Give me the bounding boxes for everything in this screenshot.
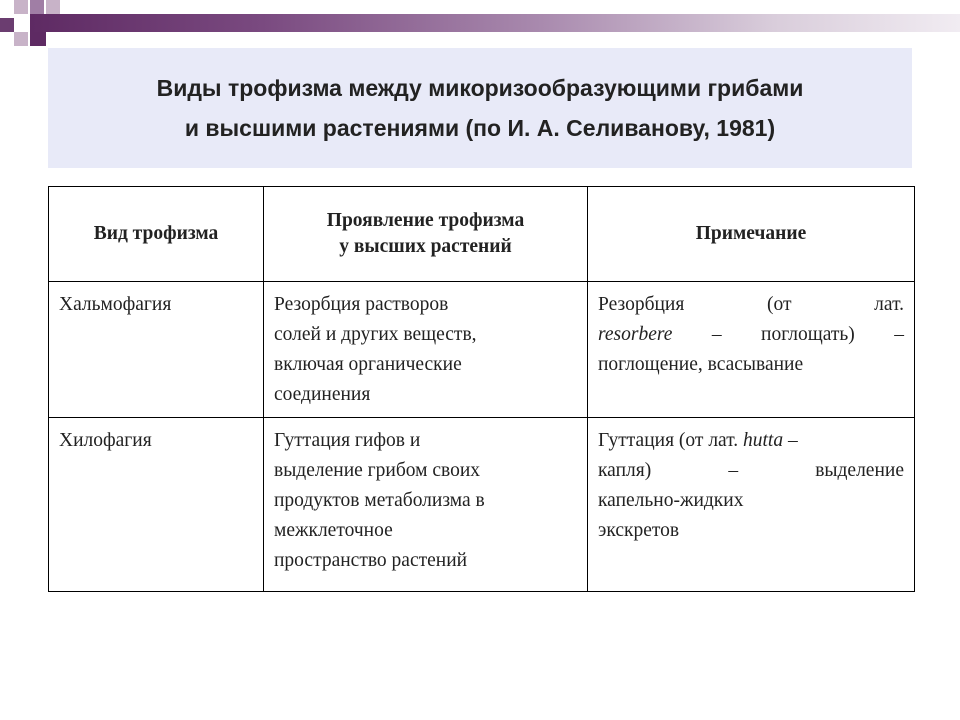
- cell-line: Резорбция растворов: [274, 294, 449, 315]
- slide-title-line1: Виды трофизма между микоризообразующими грибами: [156, 75, 804, 101]
- note-line: экскретов: [598, 520, 680, 541]
- note-line: поглощение, всасывание: [598, 354, 804, 375]
- note-text: – поглощать) –: [672, 324, 904, 345]
- cell-line: Гуттация гифов и: [274, 430, 421, 451]
- cell-line: выделение грибом своих: [274, 460, 481, 481]
- note-text: Гуттация (от лат.: [598, 430, 744, 451]
- decor-square: [30, 0, 44, 14]
- cell-line: продуктов метаболизма в: [274, 490, 485, 511]
- latin-term: resorbere: [598, 324, 673, 345]
- header-note: Примечание: [588, 187, 915, 282]
- cell-note: [588, 418, 915, 592]
- decor-square: [0, 18, 14, 32]
- cell-line: соединения: [274, 384, 371, 405]
- slide-title: [157, 68, 804, 148]
- cell-type: Хальмофагия: [49, 282, 264, 418]
- decor-top-bar: [30, 14, 960, 32]
- decor-square: [30, 32, 46, 46]
- note-line: капельно-жидких: [598, 490, 744, 511]
- table-row: [49, 282, 915, 418]
- note-line: Резорбция (от лат.: [598, 294, 904, 315]
- header-manifestation-line2: у высших растений: [339, 236, 512, 257]
- note-line: [598, 426, 904, 456]
- header-type: Вид трофизма: [49, 187, 264, 282]
- cell-manifestation: [264, 418, 588, 592]
- cell-line: пространство растений: [274, 550, 468, 571]
- cell-line: солей и других веществ,: [274, 324, 477, 345]
- trophism-table: [48, 186, 915, 592]
- decor-square: [14, 32, 28, 46]
- table-row: [49, 418, 915, 592]
- table-header-row: [49, 187, 915, 282]
- decor-square: [46, 0, 60, 14]
- header-manifestation: [264, 187, 588, 282]
- cell-note: [588, 282, 915, 418]
- note-line: капля) – выделение: [598, 460, 904, 481]
- latin-term: hutta: [743, 430, 784, 451]
- cell-line: включая органические: [274, 354, 462, 375]
- header-manifestation-line1: Проявление трофизма: [326, 210, 525, 231]
- note-line: [598, 320, 904, 350]
- slide-title-line2: и высшими растениями (по И. А. Селиванову, 1981): [184, 115, 776, 141]
- decor-square: [14, 0, 28, 14]
- cell-manifestation: [264, 282, 588, 418]
- cell-line: межклеточное: [274, 520, 393, 541]
- title-box: [48, 48, 912, 168]
- note-text: –: [783, 430, 798, 451]
- cell-type: Хилофагия: [49, 418, 264, 592]
